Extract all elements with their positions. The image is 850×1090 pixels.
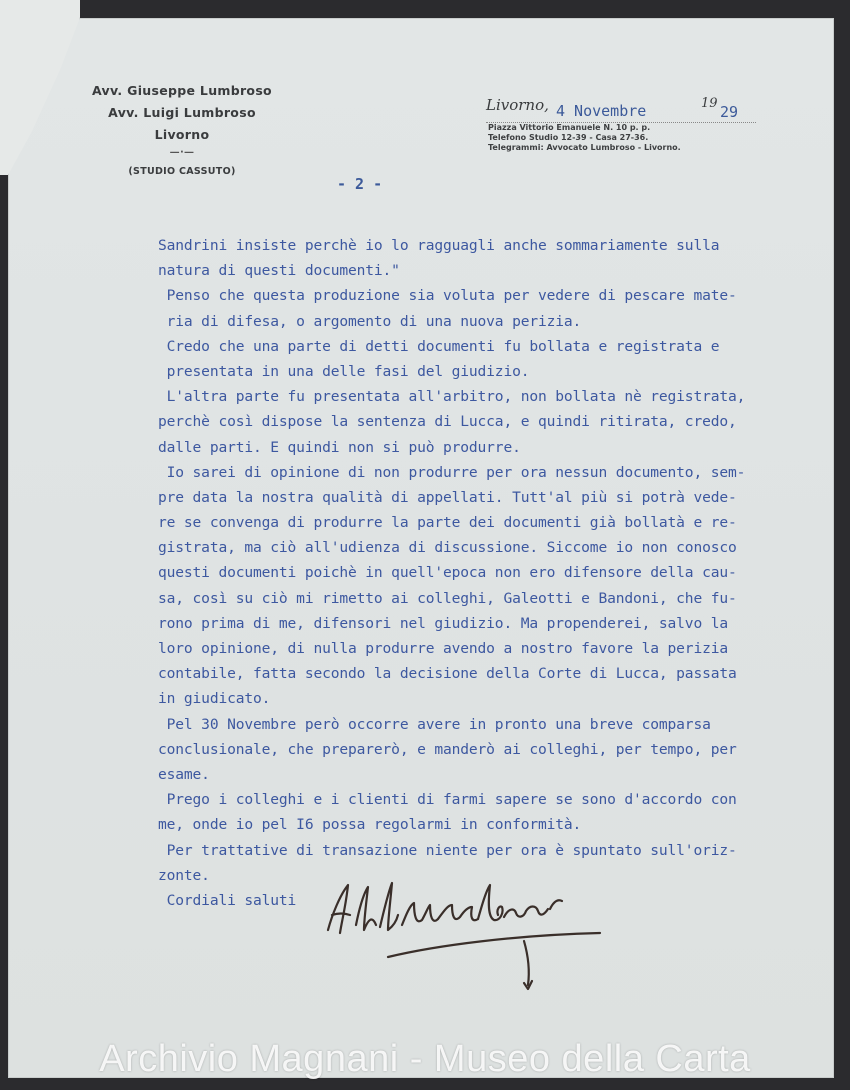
dateline: [486, 96, 756, 153]
letter-line: L'altra parte fu presentata all'arbitro, non bollata nè registrata,: [158, 388, 746, 406]
letter-line: Penso che questa produzione sia voluta per vedere di pescare mate-: [158, 287, 737, 305]
date-row: [486, 96, 756, 123]
letter-line: in giudicato.: [158, 690, 271, 708]
address-line-3: Telegrammi: Avvocato Lumbroso - Livorno.: [488, 143, 681, 152]
letter-line: questi documenti poichè in quell'epoca non ero difensore della cau-: [158, 564, 737, 582]
letter-line: pre data la nostra qualità di appellati. Tutt'al più si potrà vede-: [158, 488, 737, 506]
letterhead-line-2: Avv. Luigi Lumbroso: [108, 105, 256, 120]
watermark: Archivio Magnani - Museo della Carta: [99, 1038, 751, 1080]
letter-line: Pel 30 Novembre però occorre avere in pronto una breve comparsa: [158, 715, 711, 733]
letterhead-divider: —·—: [169, 147, 195, 158]
address-line-1: Piazza Vittorio Emanuele N. 10 p. p.: [488, 123, 651, 132]
letter-line: dalle parti. E quindi non si può produrre.: [158, 438, 521, 456]
date-year: 29: [720, 103, 739, 121]
letter-line: esame.: [158, 765, 210, 783]
letterhead-line-3: Livorno: [154, 127, 210, 142]
letterhead: [82, 80, 282, 182]
letter-line: natura di questi documenti.": [158, 262, 400, 280]
letterhead-line-1: Avv. Giuseppe Lumbroso: [92, 83, 272, 98]
letter-line: Cordiali saluti: [158, 891, 297, 909]
page-number: - 2 -: [337, 175, 383, 193]
letter-line: re se convenga di produrre la parte dei documenti già bollatà e re-: [158, 514, 737, 532]
letterhead-studio: (STUDIO CASSUTO): [128, 166, 236, 177]
date-century: 19: [701, 96, 718, 111]
letter-line: ria di difesa, o argomento di una nuova perizia.: [158, 312, 582, 330]
handwritten-signature: [318, 875, 608, 995]
letter-line: perchè così dispose la sentenza di Lucca, e quindi ritirata, credo,: [158, 413, 737, 431]
date-day-month: 4 Novembre: [556, 102, 647, 120]
letter-line: Sandrini insiste perchè io lo ragguagli anche sommariamente sulla: [158, 237, 720, 254]
letter-line: gistrata, ma ciò all'udienza di discussione. Siccome io non conosco: [158, 539, 737, 557]
letter-line: presentata in una delle fasi del giudizio.: [158, 362, 530, 380]
letter-line: me, onde io pel I6 possa regolarmi in conformità.: [158, 816, 582, 834]
letter-line: Credo che una parte di detti documenti fu bollata e registrata e: [158, 337, 720, 355]
letter-line: conclusionale, che preparerò, e manderò ai colleghi, per tempo, per: [158, 740, 737, 758]
letter-line: rono prima di me, difensori nel giudizio. Ma propenderei, salvo la: [158, 614, 728, 632]
letter-line: Prego i colleghi e i clienti di farmi sapere se sono d'accordo con: [158, 791, 737, 809]
letter-line: Per trattative di transazione niente per ora è spuntato sull'oriz-: [158, 841, 737, 859]
letter-line: loro opinione, di nulla produrre avendo a nostro favore la perizia: [158, 640, 728, 657]
letter-line: zonte.: [158, 866, 210, 884]
letter-line: Io sarei di opinione di non produrre per ora nessun documento, sem-: [158, 463, 746, 481]
date-city: Livorno,: [486, 96, 549, 114]
address-line-2: Telefono Studio 12-39 - Casa 27-36.: [488, 133, 649, 142]
letter-body: [158, 233, 818, 913]
letter-line: sa, così su ciò mi rimetto ai colleghi, Galeotti e Bandoni, che fu-: [158, 589, 737, 607]
letter-line: contabile, fatta secondo la decisione della Corte di Lucca, passata: [158, 665, 737, 683]
